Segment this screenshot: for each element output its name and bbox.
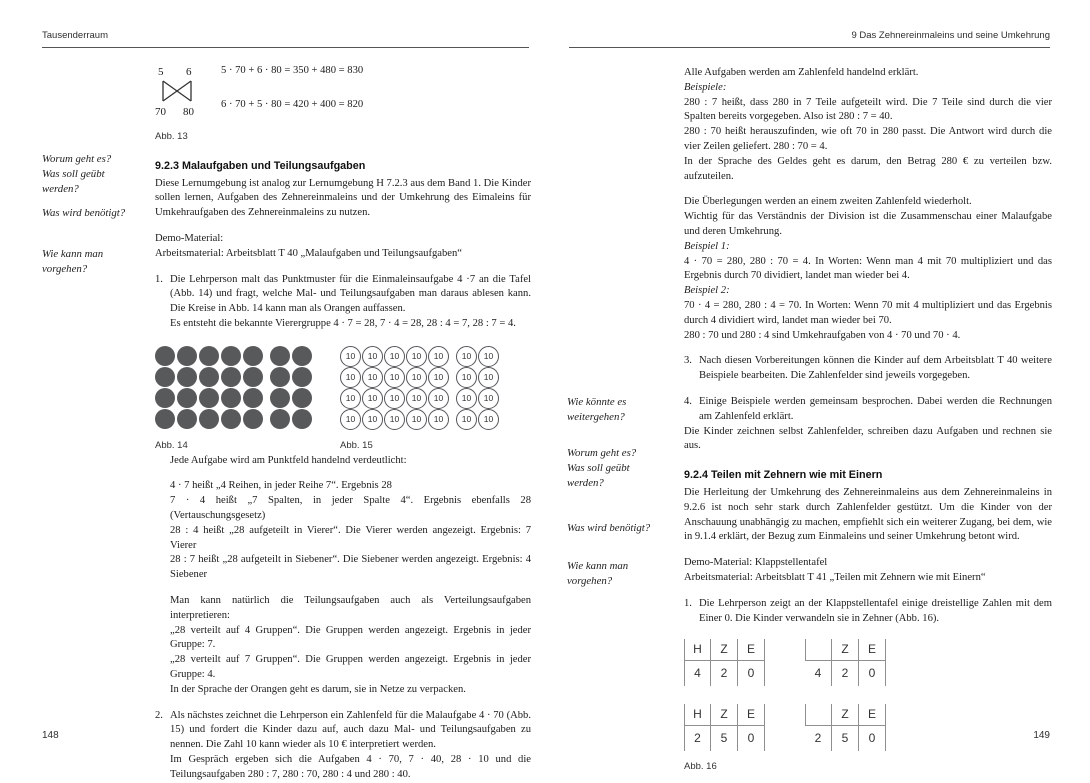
dot-row (155, 346, 314, 367)
dot (177, 388, 197, 408)
ten-circle: 10 (340, 409, 361, 430)
statement: 70 · 4 = 280, 280 : 4 = 70. In Worten: Wenn 70 mit 4 multipliziert und das Ergebnis durch 4 dividiert wird, landet man wieder bei 70. (684, 299, 1052, 326)
ten-circle: 10 (478, 388, 499, 409)
arbeitsmaterial-line: Arbeitsmaterial: Arbeitsblatt T 40 „Malaufgaben und Teilungsaufgaben“ (155, 247, 462, 259)
margin-label-line: Worum geht es? (567, 447, 637, 459)
vierergruppe-line: Es entsteht die bekannte Vierergruppe 4 · 7 = 28, 7 · 4 = 28, 28 : 4 = 7, 28 : 7 = 4. (170, 317, 516, 329)
left-page (0, 0, 545, 780)
demo-material-line: Demo-Material: Klappstellentafel (684, 557, 828, 569)
place-value-header-cell: E (738, 639, 765, 661)
dot (243, 367, 263, 387)
dot (155, 388, 175, 408)
statement: 280 : 70 und 280 : 4 sind Umkehraufgaben von 4 · 70 und 70 · 4. (684, 329, 961, 341)
verteilung-statements (155, 594, 531, 698)
equation-2: 6 · 70 + 5 · 80 = 420 + 400 = 820 (221, 98, 364, 110)
statement: Die Überlegungen werden an einem zweiten Zahlenfeld wiederholt. (684, 196, 972, 208)
place-value-header-cell: E (738, 704, 765, 726)
list-item-text: Die Lehrperson malt das Punktmuster für die Einmaleinsaufgabe 4 ·7 an die Tafel (Abb. 14) und fragt, welche Mal- und Teilungsaufgaben man daraus ablesen kann. Die Kreise in Abb. 14 kann man als Orangen auffassen. (170, 273, 531, 315)
place-value-cell: 0 (859, 661, 886, 686)
dot (270, 409, 290, 429)
left-content (155, 63, 531, 783)
place-value-header-cell: Z (711, 704, 738, 726)
dot (177, 367, 197, 387)
margin-label-vorgehen-left (42, 247, 147, 277)
ten-circle: 10 (362, 388, 383, 409)
dot (221, 367, 241, 387)
margin-label-benoetigt-left (42, 206, 147, 221)
margin-label-line: Wie kann man (42, 248, 104, 260)
ten-circle: 10 (384, 409, 405, 430)
statement: 28 : 4 heißt „28 aufgeteilt in Vierer“. Die Vierer werden angezeigt. Ergebnis: 7 Vierer (170, 524, 531, 551)
margin-label-worum-right (567, 446, 677, 491)
dot (199, 388, 219, 408)
dot (243, 388, 263, 408)
dot-field (155, 346, 314, 430)
list-item-3 (684, 354, 1052, 384)
statement: „28 verteilt auf 7 Gruppen“. Die Gruppen werden angezeigt. Ergebnis in jeder Gruppe: 4. (170, 654, 531, 680)
margin-label-line: Wie kann man (567, 560, 629, 572)
margin-label-benoetigt-right (567, 521, 677, 536)
dot (221, 388, 241, 408)
statement: 4 · 70 = 280, 280 : 70 = 4. In Worten: Wenn man 4 mit 70 multipliziert und das Ergebnis durch 70 dividiert, landet man wieder bei 4. (684, 255, 1052, 282)
place-value-header-cell (805, 639, 832, 661)
list-number: 2. (155, 709, 163, 721)
running-head-text: Tausenderraum (42, 30, 109, 41)
list-item-text (170, 709, 531, 783)
material-block-924 (684, 556, 1052, 586)
place-value-cell: 2 (684, 726, 711, 751)
figure-abb15 (340, 346, 500, 454)
place-value-header-cell (805, 704, 832, 726)
zahlenfeld-block (684, 66, 1052, 184)
figure-abb14 (155, 346, 314, 454)
list-number: 3. (684, 355, 692, 367)
place-value-header-cell: H (684, 704, 711, 726)
place-value-cell: 4 (684, 661, 711, 686)
ten-circle: 10 (478, 367, 499, 388)
statement: 280 : 70 heißt herauszufinden, wie oft 70 in 280 passt. Die Antwort wird durch die vier Zeilen geliefert. 280 : 70 = 4. (684, 126, 1052, 152)
statement: Als nächstes zeichnet die Lehrperson ein Zahlenfeld für die Malaufgabe 4 · 70 (Abb. 15) und fordert die Kinder dazu auf, auch dazu Mal- und Teilungsaufgaben zu nennen. Die Zahl 10 kann wieder als 10 € interpretiert werden. (170, 709, 531, 751)
ten-circle: 10 (384, 367, 405, 388)
statement: Wichtig für das Verständnis der Division ist die Zusammenschau einer Malaufgabe und deren Umkehrung. (684, 211, 1052, 237)
margin-label-line: Was wird benötigt? (42, 207, 126, 219)
cross-lines-icon (163, 81, 191, 101)
dot-row (155, 388, 314, 409)
statement: Im Gespräch ergeben sich die Aufgaben 4 · 70, 7 · 40, 28 · 10 und die Teilungsaufgaben 280 : 7, 280 : 70, 280 : 4 und 280 : 40. (170, 753, 531, 780)
right-content (684, 66, 1052, 775)
cross-top-left: 5 (158, 66, 164, 78)
margin-label-line: werden? (42, 183, 79, 195)
page-number-left: 148 (42, 730, 59, 741)
margin-label-line: werden? (567, 477, 604, 489)
dot-row (340, 346, 500, 367)
dot (292, 409, 312, 429)
ten-circle: 10 (428, 346, 449, 367)
place-value-table (684, 704, 765, 751)
place-value-table (805, 639, 886, 686)
place-value-cell: 2 (805, 726, 832, 751)
figure-abb13 (155, 63, 531, 119)
section-heading-924: 9.2.4 Teilen mit Zehnern wie mit Einern (684, 469, 883, 482)
arbeitsmaterial-line: Arbeitsmaterial: Arbeitsblatt T 41 „Teilen mit Zehnern wie mit Einern“ (684, 571, 986, 583)
ten-circle: 10 (478, 346, 499, 367)
place-value-table (805, 704, 886, 751)
place-value-header-cell: E (859, 704, 886, 726)
dot (199, 367, 219, 387)
ten-circle: 10 (340, 367, 361, 388)
ten-circle: 10 (362, 367, 383, 388)
dot-row (340, 409, 500, 430)
margin-label-line: vorgehen? (567, 575, 613, 587)
margin-label-line: vorgehen? (42, 263, 88, 275)
list-item-text: Einige Beispiele werden gemeinsam besprochen. Dabei werden die Rechnungen am Zahlenfeld erklärt. (699, 395, 1052, 422)
place-value-header-cell: Z (832, 704, 859, 726)
place-value-cell: 5 (832, 726, 859, 751)
ten-circle: 10 (456, 346, 477, 367)
page-number-right: 149 (1033, 730, 1050, 741)
statement: In der Sprache der Orangen geht es darum, sie in Netze zu verpacken. (170, 683, 466, 695)
ten-circle: 10 (456, 388, 477, 409)
running-head-left (42, 30, 529, 48)
place-value-table (684, 639, 765, 686)
dot (155, 367, 175, 387)
statement: Man kann natürlich die Teilungsaufgaben auch als Verteilungsaufgaben interpretieren: (170, 594, 531, 621)
beispiele-label: Beispiele: (684, 81, 727, 93)
figure-caption-abb13: Abb. 13 (155, 131, 188, 142)
margin-label-weitergehen (567, 395, 677, 425)
cross-bottom-left: 70 (155, 106, 166, 118)
dot (155, 409, 175, 429)
dot (270, 346, 290, 366)
statement: 7 · 4 heißt „7 Spalten, in jeder Spalte 4“. Ergebnis ebenfalls 28 (Vertauschungsgesetz) (170, 495, 531, 521)
ten-circle: 10 (340, 388, 361, 409)
ten-circle: 10 (406, 367, 427, 388)
dot (177, 346, 197, 366)
margin-label-line: Was wird benötigt? (567, 522, 651, 534)
statement: „28 verteilt auf 4 Gruppen“. Die Gruppen werden angezeigt. Ergebnis in jeder Gruppe: 7. (170, 624, 531, 651)
section-heading-923: 9.2.3 Malaufgaben und Teilungsaufgaben (155, 159, 366, 172)
ten-circle: 10 (340, 346, 361, 367)
material-block-923 (155, 232, 531, 262)
margin-label-line: weitergehen? (567, 411, 625, 423)
place-value-cell: 5 (711, 726, 738, 751)
cross-equations (221, 63, 363, 113)
ten-circle: 10 (428, 409, 449, 430)
statement: 280 : 7 heißt, dass 280 in 7 Teile aufgeteilt wird. Die 7 Teile sind durch die vier Spalten bereits vorgegeben. Also ist 280 : 7 = 40. (684, 96, 1052, 123)
running-head-right (569, 30, 1050, 48)
umkehrung-block (684, 195, 1052, 343)
figure-caption-abb15: Abb. 15 (340, 439, 373, 451)
weitergehen-paragraph: Die Kinder zeichnen selbst Zahlenfelder, schreiben dazu Aufgaben und rechnen sie aus. (684, 425, 1052, 452)
dot (177, 409, 197, 429)
list-item-text: Die Lehrperson zeigt an der Klappstellentafel einige dreistellige Zahlen mit dem Einer 0. Die Kinder verwandeln sie in Zehner (Abb. 16). (699, 597, 1052, 624)
list-number: 4. (684, 395, 692, 407)
ten-circle: 10 (384, 388, 405, 409)
statement: 28 : 7 heißt „28 aufgeteilt in Siebener“. Die Siebener werden angezeigt. Ergebnis: 4 Siebener (170, 554, 531, 581)
ten-circle: 10 (456, 367, 477, 388)
ten-circle: 10 (428, 367, 449, 388)
dot (199, 409, 219, 429)
place-value-header-cell: Z (832, 639, 859, 661)
margin-label-worum-left (42, 152, 147, 197)
dot (243, 346, 263, 366)
dot (199, 346, 219, 366)
figure-caption-abb14: Abb. 14 (155, 439, 188, 451)
list-number: 1. (684, 597, 692, 609)
margin-label-line: Was soll geübt (42, 168, 105, 180)
cross-top-right: 6 (186, 66, 192, 78)
dot (292, 388, 312, 408)
ten-circle: 10 (456, 409, 477, 430)
dot-row (155, 367, 314, 388)
list-item-1 (155, 273, 531, 317)
list-item-1-right (684, 597, 1052, 627)
ten-circle: 10 (428, 388, 449, 409)
margin-label-line: Worum geht es? (42, 153, 112, 165)
ten-circle: 10 (406, 346, 427, 367)
margin-label-line: Wie könnte es (567, 396, 627, 408)
dot (292, 367, 312, 387)
list-item-text: Nach diesen Vorbereitungen können die Kinder auf dem Arbeitsblatt T 40 weitere Beispiele bearbeiten. Die Zahlenfelder sind jeweils vorgegeben. (699, 355, 1052, 382)
beispiel2-label: Beispiel 2: (684, 285, 730, 297)
dot (270, 388, 290, 408)
dot (292, 346, 312, 366)
list-item-4 (684, 395, 1052, 425)
ten-circle: 10 (406, 409, 427, 430)
dot (221, 346, 241, 366)
statement: In der Sprache des Geldes geht es darum, den Betrag 280 € zu verteilen bzw. aufzuteilen. (684, 155, 1052, 182)
place-value-cell: 2 (832, 661, 859, 686)
margin-label-line: Was soll geübt (567, 462, 630, 474)
ten-circle: 10 (478, 409, 499, 430)
figure-caption-abb16: Abb. 16 (684, 761, 717, 773)
place-value-cell: 2 (711, 661, 738, 686)
ten-circle: 10 (362, 409, 383, 430)
dot-row (340, 367, 500, 388)
dot (270, 367, 290, 387)
demo-material-line: Demo-Material: (155, 232, 224, 244)
figures-row (155, 346, 531, 454)
place-value-header-cell: Z (711, 639, 738, 661)
dot-row (340, 388, 500, 409)
margin-label-vorgehen-right (567, 559, 677, 589)
place-value-cell: 0 (859, 726, 886, 751)
intro-paragraph-924: Die Herleitung der Umkehrung des Zehnereinmaleins aus dem Zehnereinmaleins in 9.2.6 ist noch sehr stark durch Zahlenfelder gestützt. Um die Kinder von der Anschauung unabhängig zu machen, empfiehlt sich ein weiterer Zugang, bei dem, wie in 9.1.4 erklärt, der Bezug zum Einmaleins und seiner Umkehrung betont wird. (684, 486, 1052, 543)
place-value-cell: 4 (805, 661, 832, 686)
place-value-cell: 0 (738, 661, 765, 686)
equation-1: 5 · 70 + 6 · 80 = 350 + 480 = 830 (221, 65, 364, 76)
right-page (545, 0, 1090, 771)
cross-bottom-right: 80 (183, 106, 194, 118)
dot-row (155, 409, 314, 430)
ten-circle: 10 (384, 346, 405, 367)
ten-circle-field (340, 346, 500, 430)
ten-circle: 10 (406, 388, 427, 409)
beispiel1-label: Beispiel 1: (684, 240, 730, 252)
place-value-header-cell: E (859, 639, 886, 661)
dot (243, 409, 263, 429)
punktfeld-statements (155, 479, 531, 583)
place-value-cell: 0 (738, 726, 765, 751)
dot (221, 409, 241, 429)
place-value-header-cell: H (684, 639, 711, 661)
list-item-2 (155, 709, 531, 783)
ten-circle: 10 (362, 346, 383, 367)
intro-paragraph-923: Diese Lernumgebung ist analog zur Lernumgebung H 7.2.3 aus dem Band 1. Die Kinder sollen lernen, Aufgaben des Zehnereinmaleins und der Umkehrung des Eimaleins für Umkehraufgaben des Zehnereinmaleins zu nutzen. (155, 177, 531, 219)
cross-multiplication-diagram (155, 63, 207, 119)
punktfeld-intro: Jede Aufgabe wird am Punktfeld handelnd verdeutlicht: (170, 454, 407, 466)
statement: Alle Aufgaben werden am Zahlenfeld handelnd erklärt. (684, 67, 919, 78)
statement: 4 · 7 heißt „4 Reihen, in jeder Reihe 7“. Ergebnis 28 (170, 480, 392, 492)
running-head-text: 9 Das Zehnereinmaleins und seine Umkehrung (851, 30, 1050, 41)
figure-abb16 (684, 639, 1052, 751)
list-number: 1. (155, 273, 163, 285)
dot (155, 346, 175, 366)
